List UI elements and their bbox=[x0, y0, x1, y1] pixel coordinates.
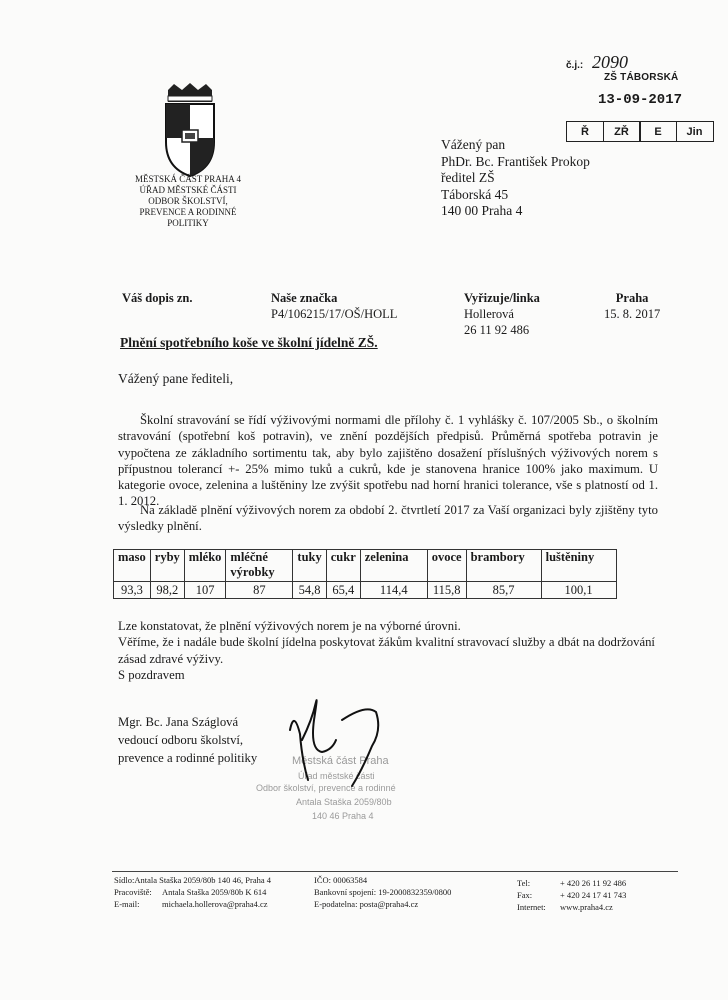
table-header: tuky bbox=[293, 550, 326, 582]
web-label: Internet: bbox=[517, 902, 546, 912]
footer-workplace bbox=[114, 886, 271, 898]
addressee-line: PhDr. Bc. František Prokop bbox=[441, 153, 590, 169]
handled-phone: 26 11 92 486 bbox=[464, 323, 530, 337]
results-table bbox=[113, 549, 617, 599]
handled-name: Hollerová bbox=[464, 307, 514, 321]
signer-name: Mgr. Bc. Jana Száglová bbox=[118, 715, 239, 729]
table-header: brambory bbox=[466, 550, 541, 582]
table-cell: 114,4 bbox=[360, 582, 427, 599]
stamp-school: ZŠ TÁBORSKÁ bbox=[604, 72, 679, 83]
office-line: POLITIKY bbox=[167, 218, 209, 228]
addressee-line: Táborská 45 bbox=[441, 186, 509, 202]
our-ref-label: Naše značka bbox=[271, 291, 338, 305]
office-line: MĚSTSKÁ ČÁST PRAHA 4 bbox=[134, 174, 242, 184]
office-line: PREVENCE A RODINNÉ bbox=[139, 207, 237, 217]
ico-value: 00063584 bbox=[333, 875, 368, 885]
signer-title-1: vedoucí odboru školství, bbox=[118, 733, 244, 747]
our-ref-value: P4/106215/17/OŠ/HOLL bbox=[271, 307, 398, 321]
table-header: ryby bbox=[150, 550, 184, 582]
letter-date: 15. 8. 2017 bbox=[604, 307, 661, 321]
table-header: mléčné výrobky bbox=[226, 550, 293, 582]
footer-email bbox=[114, 898, 271, 910]
body-paragraph-1: Školní stravování se řídí výživovými normami dle přílohy č. 1 vyhlášky č. 107/2005 Sb., o školním stravování (spotřební koš potravin), ve znění pozdějších předpisů. Průměrná spotřeba potravin je vypočtena ze základního sortimentu tak, aby bylo zajištěno dosažení příslušných výživových norem s přípustnou tolerancí +- 25% mimo tuků a cukrů, kde je stanovena hranice 100% jako maximum. U kategorie ovoce, zelenina a luštěniny lze zvýšit spotřebu nad horní hranici tolerance, vše s platností od 1. 1. 2012. bbox=[118, 413, 658, 509]
table-cell: 115,8 bbox=[427, 582, 466, 599]
footer-divider bbox=[112, 871, 678, 872]
tel-label: Tel: bbox=[517, 878, 531, 888]
signer-block bbox=[118, 713, 257, 767]
footer-contact-values bbox=[560, 877, 626, 913]
addressee-block bbox=[441, 137, 590, 220]
ref-label: č.j.: bbox=[566, 60, 584, 71]
stamp-box: Ř bbox=[566, 121, 604, 142]
table-header: zelenina bbox=[360, 550, 427, 582]
table-cell: 98,2 bbox=[150, 582, 184, 599]
email-value: michaela.hollerova@praha4.cz bbox=[162, 899, 268, 909]
table-header: ovoce bbox=[427, 550, 466, 582]
table-cell: 65,4 bbox=[326, 582, 360, 599]
stamp-text-line: Antala Staška 2059/80b bbox=[296, 797, 392, 807]
tel-value: + 420 26 11 92 486 bbox=[560, 878, 627, 888]
stamp-text-line: 140 46 Praha 4 bbox=[312, 811, 374, 821]
body-paragraph-2: Na základě plnění výživových norem za období 2. čtvrtletí 2017 za Vaší organizaci byly zjištěny tyto výsledky plnění. bbox=[118, 503, 658, 534]
databox-label: E-podatelna: bbox=[314, 899, 358, 909]
footer-address bbox=[114, 874, 271, 910]
stamp-box: Jin bbox=[676, 121, 714, 142]
stamp-box: ZŘ bbox=[603, 121, 641, 142]
stamp-box: E bbox=[639, 121, 677, 142]
web-value: www.praha4.cz bbox=[560, 902, 613, 912]
stamp-date: 13-09-2017 bbox=[598, 92, 683, 108]
ref-number: 2090 bbox=[592, 52, 629, 72]
table-cell: 85,7 bbox=[466, 582, 541, 599]
stamp-text-line: Městská část Praha bbox=[292, 755, 389, 767]
table-header: mléko bbox=[184, 550, 226, 582]
office-line: ODBOR ŠKOLSTVÍ, bbox=[148, 196, 228, 206]
fax-label: Fax: bbox=[517, 890, 533, 900]
ico-label: IČO: bbox=[314, 875, 331, 885]
table-cell: 93,3 bbox=[114, 582, 151, 599]
seat-label: Sídlo: bbox=[114, 875, 135, 885]
handled-label: Vyřizuje/linka bbox=[464, 291, 540, 305]
workplace-label: Pracoviště: bbox=[114, 887, 152, 897]
signer-title-2: prevence a rodinné politiky bbox=[118, 751, 258, 765]
addressee-line: Vážený pan bbox=[441, 137, 506, 152]
footer-seat bbox=[114, 874, 271, 886]
table-header: cukr bbox=[326, 550, 360, 582]
your-letter-label: Váš dopis zn. bbox=[122, 291, 193, 305]
footer-ico bbox=[314, 874, 451, 886]
footer-databox bbox=[314, 898, 451, 910]
table-cell: 54,8 bbox=[293, 582, 326, 599]
email-label: E-mail: bbox=[114, 899, 140, 909]
footer-ids bbox=[314, 874, 451, 910]
closing-line-3: S pozdravem bbox=[118, 667, 185, 682]
seat-value: Antala Staška 2059/80b 140 46, Praha 4 bbox=[134, 875, 272, 885]
workplace-value: Antala Staška 2059/80b K 614 bbox=[162, 887, 267, 897]
closing-line-1: Lze konstatovat, že plnění výživových norem je na výborné úrovni. bbox=[118, 619, 461, 633]
footer-bank bbox=[314, 886, 451, 898]
office-line: ÚŘAD MĚSTSKÉ ČÁSTI bbox=[139, 185, 237, 195]
place: Praha bbox=[615, 291, 649, 305]
addressee-line: ředitel ZŠ bbox=[441, 170, 495, 185]
databox-value: posta@praha4.cz bbox=[359, 899, 419, 909]
addressee-line: 140 00 Praha 4 bbox=[441, 203, 523, 218]
table-header-row bbox=[114, 550, 617, 582]
fax-value: + 420 24 17 41 743 bbox=[560, 890, 627, 900]
letter-subject: Plnění spotřebního koše ve školní jídelně ZŠ. bbox=[120, 335, 378, 350]
table-cell: 87 bbox=[226, 582, 293, 599]
table-row bbox=[114, 582, 617, 599]
closing-block bbox=[118, 618, 658, 683]
your-letter-ref bbox=[122, 290, 193, 306]
stamp-text-line: Odbor školství, prevence a rodinné bbox=[256, 783, 396, 793]
stamp-text-line: Úřad městské části bbox=[298, 771, 375, 781]
bank-value: 19-2000832359/0800 bbox=[378, 887, 452, 897]
coat-of-arms-icon bbox=[160, 82, 220, 178]
footer-contact-labels bbox=[517, 877, 546, 913]
handled-by bbox=[464, 290, 540, 338]
table-cell: 107 bbox=[184, 582, 226, 599]
table-cell: 100,1 bbox=[541, 582, 616, 599]
registry-stamp-ref bbox=[566, 52, 628, 73]
closing-line-2: Věříme, že i nadále bude školní jídelna poskytovat žákům kvalitní stravovací služby a dbát na dodržování zásad zdravé výživy. bbox=[118, 635, 655, 666]
greeting: Vážený pane řediteli, bbox=[118, 371, 234, 386]
table-header: maso bbox=[114, 550, 151, 582]
bank-label: Bankovní spojení: bbox=[314, 887, 377, 897]
our-ref bbox=[271, 290, 397, 322]
office-name bbox=[108, 174, 268, 229]
signature-icon bbox=[282, 690, 392, 800]
place-date bbox=[604, 290, 660, 322]
table-header: luštěniny bbox=[541, 550, 616, 582]
